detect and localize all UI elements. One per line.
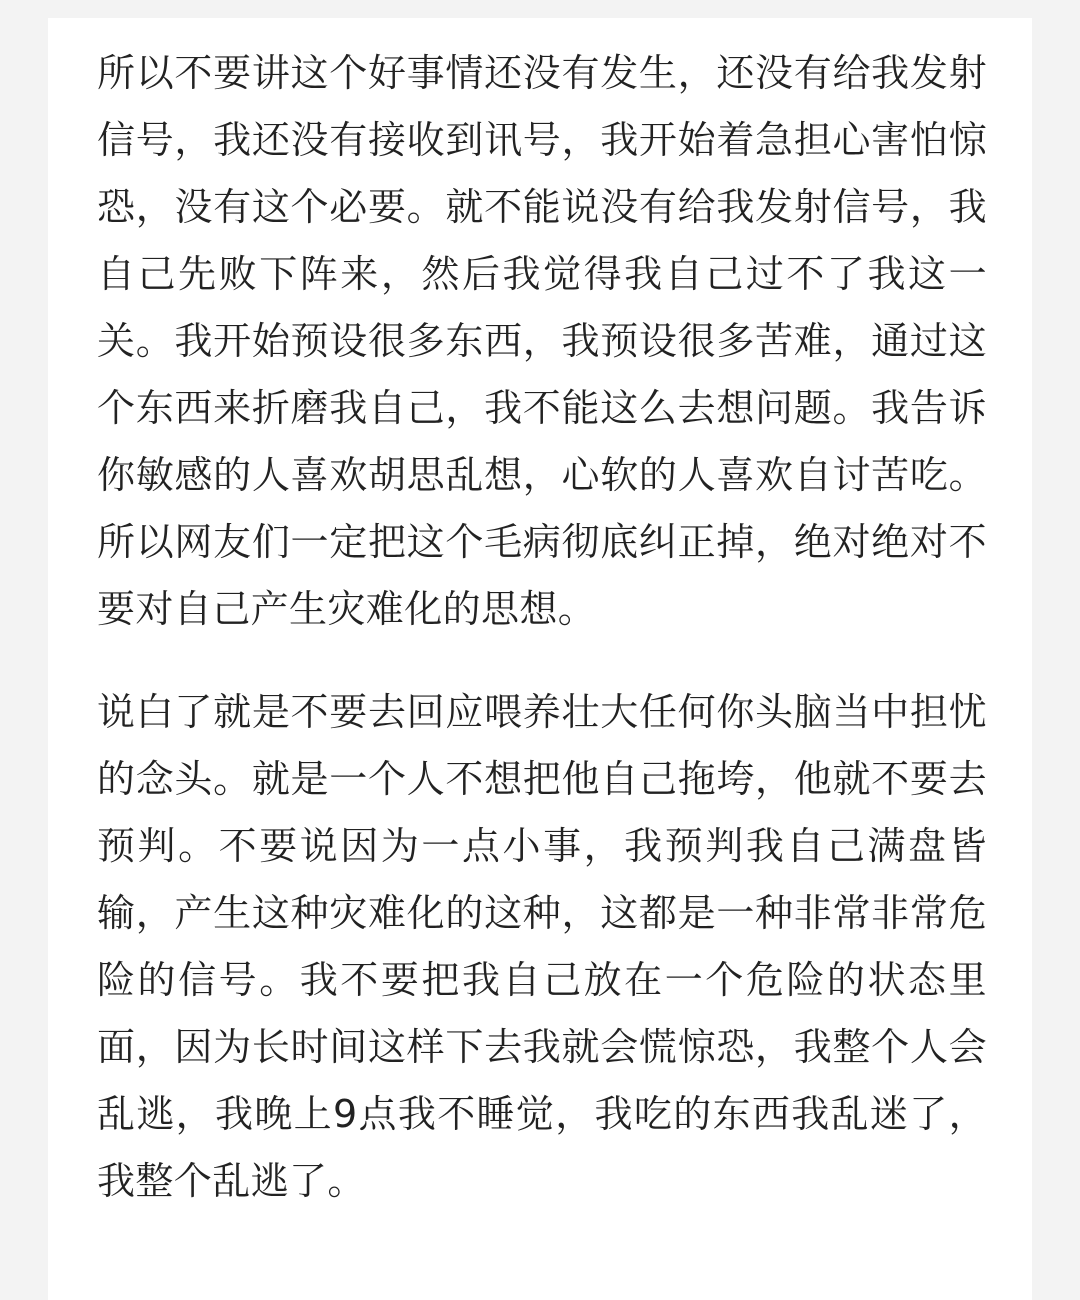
article-paragraph-2: 说白了就是不要去回应喂养壮大任何你头脑当中担忧的念头。就是一个人不想把他自己拖垮，他就不要去预判。不要说因为一点小事，我预判我自己满盘皆输，产生这种灾难化的这种，这都是一种非常非常危险的信号。我不要把我自己放在一个危险的状态里面，因为长时间这样下去我就会慌惊恐，我整个人会乱逃，我晚上9点我不睡觉，我吃的东西我乱迷了，我整个乱逃了。 [97,690,987,1203]
article-card [48,18,1032,1300]
article-paragraph-1: 所以不要讲这个好事情还没有发生，还没有给我发射信号，我还没有接收到讯号，我开始着急担心害怕惊恐，没有这个必要。就不能说没有给我发射信号，我自己先败下阵来，然后我觉得我自己过不了我这一关。我开始预设很多东西，我预设很多苦难，通过这个东西来折磨我自己，我不能这么去想问题。我告诉你敏感的人喜欢胡思乱想，心软的人喜欢自讨苦吃。所以网友们一定把这个毛病彻底纠正掉，绝对绝对不要对自己产生灾难化的思想。 [97,51,987,631]
article-body [97,40,987,1215]
